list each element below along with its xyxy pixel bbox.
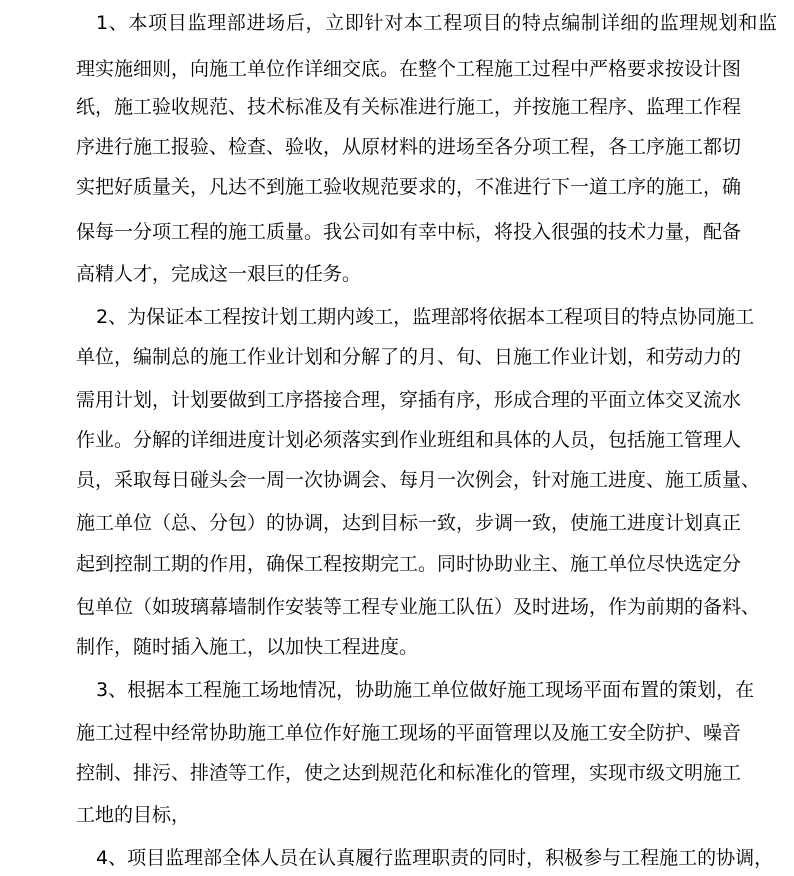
text-line: 理实施细则，向施工单位作详细交底。在整个工程施工过程中严格要求按设计图 (76, 58, 742, 80)
text-line: 工地的目标， (76, 804, 191, 826)
text-line: 高精人才，完成这一艰巨的任务。 (76, 263, 362, 285)
text-line: 制作，随时插入施工，以加快工程进度。 (76, 636, 419, 658)
text-line: 保每一分项工程的施工质量。我公司如有幸中标，将投入很强的技术力量，配备 (76, 221, 742, 243)
text-line: 施工过程中经常协助施工单位作好施工现场的平面管理以及施工安全防护、噪音 (76, 722, 742, 744)
text-line: 员，采取每日碰头会一周一次协调会、每月一次例会，针对施工进度、施工质量、 (76, 469, 761, 491)
text-line: 控制、排污、排渣等工作，使之达到规范化和标准化的管理，实现市级文明施工 (76, 762, 742, 784)
text-line: 单位，编制总的施工作业计划和分解了的月、旬、日施工作业计划，和劳动力的 (76, 346, 742, 368)
text-line: 包单位（如玻璃幕墙制作安装等工程专业施工队伍）及时进场，作为前期的备料、 (76, 596, 761, 618)
text-line: 2、为保证本工程按计划工期内竣工，监理部将依据本工程项目的特点协同施工 (96, 306, 755, 328)
text-line: 4、项目监理部全体人员在认真履行监理职责的同时，积极参与工程施工的协调， (96, 847, 774, 869)
text-line: 纸，施工验收规范、技术标准及有关标准进行施工，并按施工程序、监理工作程 (76, 96, 742, 118)
text-line: 序进行施工报验、检查、验收，从原材料的进场至各分项工程，各工序施工都切 (76, 136, 742, 158)
text-line: 作业。分解的详细进度计划必须落实到作业班组和具体的人员，包括施工管理人 (76, 429, 742, 451)
text-line: 1、本项目监理部进场后，立即针对本工程项目的特点编制详细的监理规划和监 (96, 12, 777, 34)
text-line: 起到控制工期的作用，确保工程按期完工。同时协助业主、施工单位尽快选定分 (76, 553, 742, 575)
text-line: 实把好质量关，凡达不到施工验收规范要求的，不准进行下一道工序的施工，确 (76, 176, 742, 198)
text-line: 需用计划，计划要做到工序搭接合理，穿插有序，形成合理的平面立体交叉流水 (76, 389, 742, 411)
text-line: 3、根据本工程施工场地情况，协助施工单位做好施工现场平面布置的策划，在 (96, 679, 755, 701)
text-line: 施工单位（总、分包）的协调，达到目标一致，步调一致，使施工进度计划真正 (76, 512, 742, 534)
